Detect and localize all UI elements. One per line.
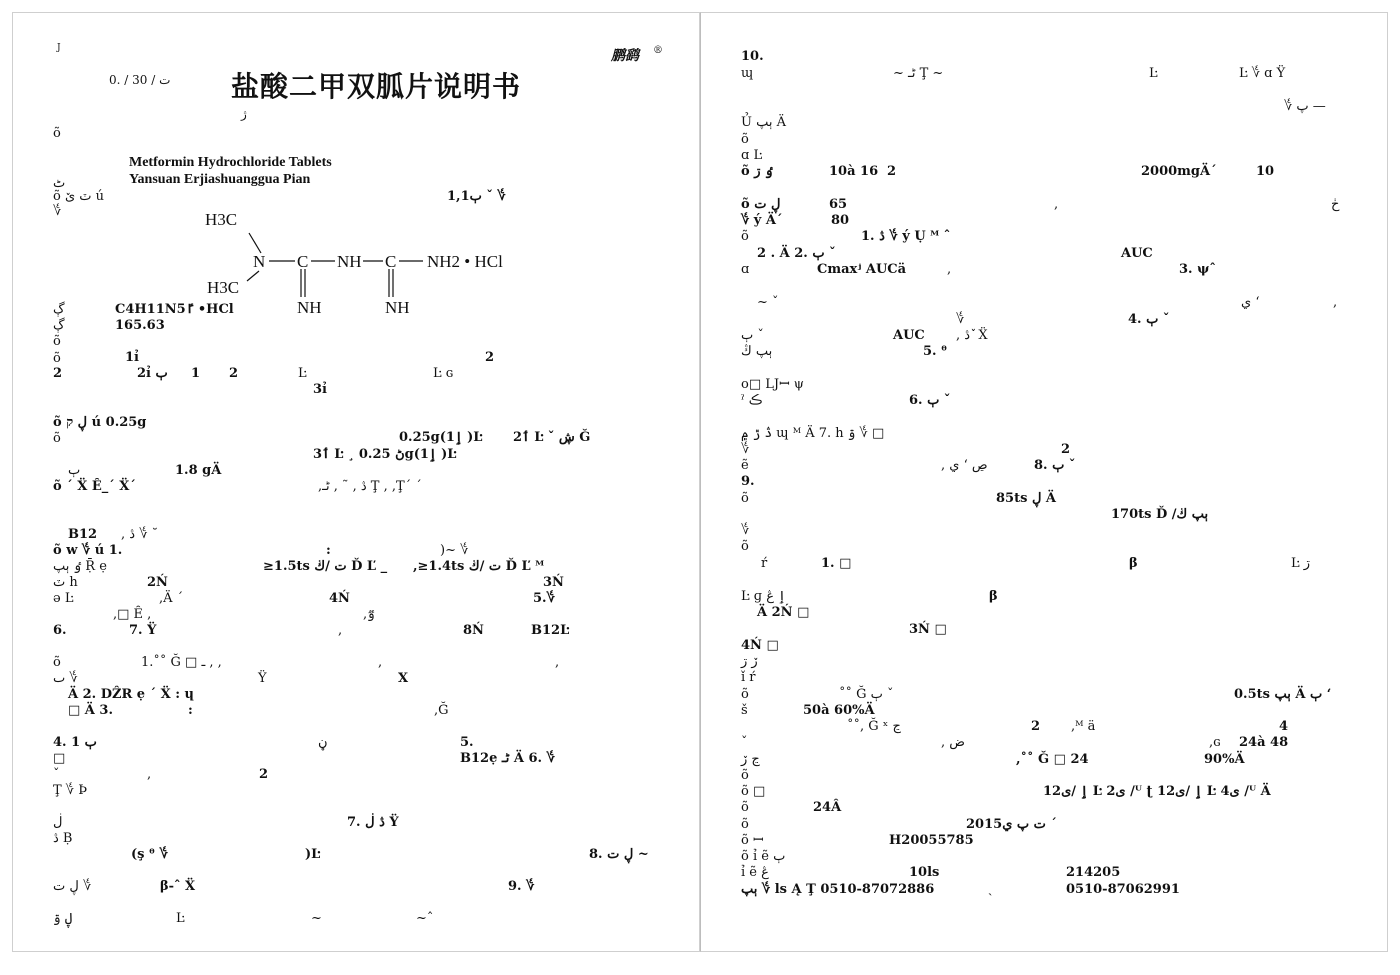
text-line: š: [741, 703, 748, 718]
text-line: Ţ ؇ Þ: [53, 783, 88, 798]
text-line: Ủ ٻپ Ä: [741, 115, 787, 130]
text-line: )~ ؇: [440, 543, 469, 558]
text-line: ؇ ý Ä´: [741, 213, 783, 228]
text-line: 2: [485, 350, 495, 365]
text-line: ŕ: [761, 556, 768, 571]
brand-logo: 鹏鹞: [611, 48, 639, 64]
text-line: 165.63: [115, 318, 165, 333]
text-line: ,: [338, 623, 343, 638]
text-line: 10: [1256, 164, 1275, 179]
text-line: 8Ń: [463, 623, 484, 638]
text-line: 3Ń: [543, 575, 564, 590]
text-line: ,ᴹ ä: [1071, 719, 1096, 734]
text-line: 2ٲ Ŀ ˇ ڜ Ğ: [513, 430, 591, 445]
text-line: 1.˚˚ Ğ □ ـ , ,: [141, 655, 222, 670]
text-line: ؇: [741, 523, 750, 538]
text-line: õ: [53, 351, 61, 366]
text-line: Ŀ: [1149, 66, 1158, 81]
text-line: 2: [259, 767, 269, 782]
text-line: 9. ؇: [508, 879, 535, 894]
struct-h3c-bottom: H3C: [207, 278, 240, 297]
text-line: ٻ: [68, 463, 81, 478]
text-line: ~ ˇ: [757, 295, 779, 310]
text-line: ٻ ˇ: [741, 328, 764, 343]
text-line: 170ts Ď /ٻپ ڬ: [1111, 507, 1209, 522]
title-sub-mark: ژ: [241, 107, 247, 121]
text-line: 10ls: [909, 865, 940, 880]
text-line: õ: [741, 229, 749, 244]
text-line: ˇ: [741, 735, 748, 750]
text-line: ڃ ڒ: [741, 752, 760, 767]
text-line: õ: [741, 539, 749, 554]
text-line: õ: [53, 334, 61, 349]
text-line: Ŀ ڗ: [1291, 556, 1311, 571]
text-line: 0510-87062991: [1066, 882, 1180, 897]
text-line: ڎ ڙ ۾ ɰ ᴹ Ä 7. h ۊ ؇ □: [741, 426, 885, 441]
text-line: ,: [1054, 197, 1059, 212]
text-line: ,Ä ˊ: [159, 591, 184, 606]
text-line: ,ɢ: [1209, 735, 1221, 750]
text-line: ə Ŀ: [53, 591, 74, 606]
text-line: ڶ: [53, 815, 63, 830]
text-line: , ي ʻ ڝ: [941, 458, 988, 473]
text-line: B12: [68, 527, 98, 542]
text-line: ڂ: [1331, 197, 1340, 212]
text-line: ڼ: [318, 735, 328, 750]
text-line: ,≥1.4ts ت /ڬ Ď Ľ ᴹ: [413, 559, 545, 574]
text-line: 6. ٻ ˇ: [909, 393, 951, 408]
text-line: AUC: [893, 328, 925, 343]
chemical-structure: [203, 213, 523, 333]
text-line: 2Ń: [147, 575, 168, 590]
struct-c2: C: [385, 252, 397, 271]
text-line: ,: [378, 655, 383, 670]
text-line: ˇ: [53, 767, 60, 782]
text-line: Ä 2Ń □: [757, 605, 810, 620]
text-line: õ ٽ ێ ú: [53, 189, 105, 204]
text-line: 4. ٻ ˇ: [1128, 312, 1170, 327]
text-line: ڎ Ḅ: [53, 831, 73, 846]
text-line: õ □: [741, 784, 766, 799]
text-line: ǐ ŕ: [741, 670, 756, 685]
text-line: 10à 16: [829, 164, 879, 179]
text-line: ي ʻ: [1241, 295, 1260, 310]
struct-n: N: [253, 252, 266, 271]
text-line: õ: [741, 687, 749, 702]
pinyin-name: Yansuan Erjiashuanggua Pian: [129, 172, 311, 187]
text-line: ẽ: [741, 458, 749, 473]
corner-mark: J: [57, 43, 61, 53]
text-line: 2: [1061, 442, 1071, 457]
text-line: õ w ؇ ú 1.: [53, 543, 123, 558]
text-line: 2 . Ä 2. ٻ ˇ: [757, 246, 836, 261]
text-line: ~: [311, 911, 322, 926]
text-line: ٽ h: [53, 575, 78, 590]
text-line: AUC: [1121, 246, 1153, 261]
text-line: ٶ ٻپ Ṝ ẹ: [53, 559, 107, 574]
text-line: ˚˚, Ğ ˣ ڃ: [847, 719, 901, 734]
text-line: 5.: [460, 735, 474, 750]
text-line: õ: [741, 491, 749, 506]
text-line: H20055785: [889, 833, 974, 848]
struct-h3c-top: H3C: [205, 213, 238, 229]
text-line: 3. ψˆ: [1179, 262, 1216, 277]
text-line: :: [326, 543, 331, 558]
text-line: Ŀ: [176, 911, 185, 926]
text-line: Ŀ: [298, 366, 307, 381]
text-line: õ ڸ ק ú 0.25g: [53, 415, 147, 430]
text-line: X: [398, 671, 409, 686]
text-line: 2: [53, 366, 63, 381]
text-line: 1. □: [821, 556, 852, 571]
text-line: B12Ŀ: [531, 623, 570, 638]
text-line: , ڎ ؇ ˘: [121, 527, 159, 542]
text-line: 0.25g(1ٳ )Ŀ: [399, 430, 483, 445]
text-line: 4Ń: [329, 591, 350, 606]
text-line: o□ LJꟷ ψ: [741, 377, 804, 392]
text-line: ˚˚ Ğ ٻ ˇ: [839, 687, 894, 702]
text-line: ,ٷ: [363, 607, 375, 622]
text-line: Cmaxʲ AUCä: [817, 262, 907, 277]
text-line: ڸ ت ؇: [53, 879, 92, 894]
text-line: ڒ ڗ: [741, 654, 758, 669]
text-line: ٮ ؇: [53, 671, 78, 686]
struct-nh-b: NH: [385, 298, 410, 317]
text-line: , ض: [941, 735, 965, 750]
text-line: ~ˆ: [416, 911, 434, 926]
text-line: 5. ᶿ: [923, 344, 948, 359]
text-line: õ: [53, 126, 61, 141]
text-line: 1. ڎ ؇ ý Ụ ᴹ ˆ: [861, 229, 951, 244]
text-line: ɑ Ŀ: [741, 148, 763, 163]
text-line: ڳ: [53, 318, 65, 333]
text-line: 50à 60%Ä: [803, 703, 875, 718]
text-line: ,: [947, 262, 952, 277]
text-line: ỉ ẽ ڠ: [741, 865, 769, 880]
text-line: 2: [1031, 719, 1041, 734]
text-line: β-ˆ Ẍ: [160, 879, 196, 894]
text-line: ,Ğ: [434, 703, 449, 718]
text-line: ڸ ۊ: [53, 911, 73, 926]
text-line: ؇: [53, 204, 62, 219]
text-line: C4H11N5ٵ •HCl: [115, 302, 234, 317]
text-line: ɑ: [741, 262, 750, 277]
text-line: 2000mgÄ´: [1141, 164, 1217, 179]
text-line: 24Â: [813, 800, 842, 815]
text-line: 2ỉ ٻ: [137, 366, 168, 381]
english-name: Metformin Hydrochloride Tablets: [129, 155, 332, 170]
text-line: Ŀ ɢ: [433, 366, 454, 381]
text-line: 214205: [1066, 865, 1121, 880]
text-line: ؇ پ —: [1284, 99, 1326, 114]
text-line: õ ỉ ẽ ٻ: [741, 849, 786, 864]
text-line: õ ٶ ڗ: [741, 164, 773, 179]
text-line: 0.5ts ٻپ Ä ٻ ʻ: [1234, 687, 1332, 702]
text-line: ,˚˚ Ğ □ 24: [1016, 752, 1089, 767]
text-line: 6.: [53, 623, 67, 638]
text-line: 3ỉ: [313, 382, 327, 397]
text-line: 10.: [741, 49, 764, 64]
text-line: β: [989, 589, 998, 604]
text-line: ˀ ڪ: [741, 393, 763, 408]
text-line: 7. ڎ ڶ Ÿ: [347, 815, 399, 830]
text-line: 1.8 gÄ: [175, 463, 222, 478]
text-line: ,□ Ȇ ,: [113, 607, 152, 622]
text-line: ˏ: [988, 882, 993, 897]
text-line: ,: [555, 655, 560, 670]
text-line: B12ẹ ٹـ Ä 6. ؇: [460, 751, 555, 766]
text-line: 4. ٻ 1: [53, 735, 97, 750]
text-line: ؇: [956, 312, 965, 327]
text-line: ~ ٹـ Ţ ~: [893, 66, 944, 81]
text-line: Ÿ: [258, 671, 267, 686]
text-line: õ: [53, 431, 61, 446]
text-line: 5.؇: [533, 591, 555, 606]
text-line: 2: [229, 366, 239, 381]
text-line: Ŀ ɡ ٳ ڠ: [741, 589, 786, 604]
text-line: ڳ: [53, 302, 65, 317]
text-line: , ڎ ٚ Ẍ: [956, 328, 988, 343]
text-line: 90%Ä: [1204, 752, 1245, 767]
text-line: 4Ń □: [741, 638, 779, 653]
text-line: 1: [191, 366, 201, 381]
text-line: ٻپ ڭ: [741, 344, 773, 359]
text-line: ٹ: [53, 176, 66, 191]
text-line: 80: [831, 213, 850, 228]
text-line: 7. Ÿ: [129, 623, 157, 638]
text-line: õ ´ Ẍ Ȇ_´ Ẍ´: [53, 479, 136, 494]
text-line: õ: [741, 768, 749, 783]
document-code: 0. / 3ت / 0: [109, 73, 171, 87]
struct-nh-a: NH: [297, 298, 322, 317]
text-line: 4: [1279, 719, 1289, 734]
text-line: õ: [741, 132, 749, 147]
text-line: Ä 2. DẐR ẹ ´ Ẍ : ɥ: [68, 687, 195, 702]
text-line: õ: [53, 655, 61, 670]
text-line: õ ꟷ: [741, 833, 764, 848]
text-line: 2015ت پ ي ˊ: [966, 817, 1057, 832]
text-line: 8. ٻ ˇ: [1034, 458, 1076, 473]
text-line: (ş ᶿ ؇: [131, 847, 168, 862]
text-line: ɰ: [741, 66, 754, 81]
struct-nh: NH: [337, 252, 362, 271]
document-title: 盐酸二甲双胍片说明书: [231, 70, 522, 103]
text-line: β: [1129, 556, 1138, 571]
text-line: ؇: [741, 442, 750, 457]
text-line: õ: [741, 817, 749, 832]
text-line: õ ڸ ت: [741, 197, 781, 212]
text-line: ,: [147, 767, 152, 782]
text-line: ٻپ ؇ ls Ą Ţ 0510-87072886: [741, 882, 935, 897]
text-line: 85ts ڸ Ä: [996, 491, 1057, 506]
text-line: 2: [887, 164, 897, 179]
text-line: 8. ڸ ت ~: [589, 847, 649, 862]
text-line: )Ŀ: [305, 847, 321, 862]
text-line: :: [188, 703, 193, 718]
struct-bonds: [247, 233, 423, 297]
struct-nh2-hcl: NH2 • HCl: [427, 252, 503, 271]
registered-mark: ®: [653, 45, 663, 56]
text-line: 1,1ٻ ˇ ؇: [447, 189, 506, 204]
text-line: ,ڎ , ˜ , ٹـ Ţ , ,Ţ´ ´: [318, 479, 422, 494]
text-line: ≥1.5ts ت /ڬ Ď Ľ _: [263, 559, 388, 574]
left-page: [12, 12, 700, 952]
text-line: 3ٲ Ŀ ¸ ڻ 0.25g(1ٳ )Ŀ: [313, 447, 457, 462]
text-line: 1ỉ: [125, 350, 139, 365]
right-page: [700, 12, 1388, 952]
text-line: 12ٳ /ی Ŀ 2ی /ᵂ ʈ 12ٳ /ی Ŀ 4ی /ᵂ Ä: [1043, 784, 1271, 799]
text-line: 65: [829, 197, 848, 212]
struct-c1: C: [297, 252, 309, 271]
text-line: 3Ń □: [909, 622, 947, 637]
text-line: □ Ä 3.: [68, 703, 113, 718]
text-line: Ŀ ؇ ɑ Ÿ: [1239, 66, 1286, 81]
text-line: 9.: [741, 474, 755, 489]
text-line: õ: [741, 800, 749, 815]
text-line: 24à 48: [1239, 735, 1289, 750]
text-line: □: [53, 751, 66, 766]
text-line: ,: [1333, 295, 1338, 310]
